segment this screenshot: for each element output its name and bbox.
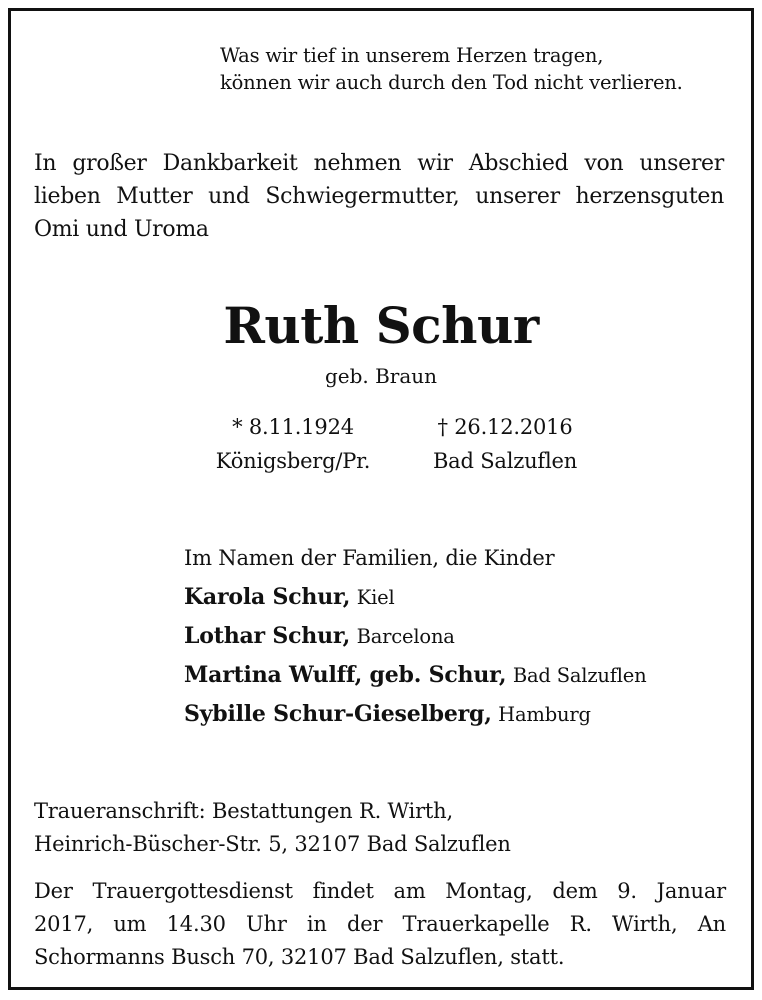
family-intro: Im Namen der Familien, die Kinder — [184, 546, 555, 570]
address-line-1: Traueranschrift: Bestattungen R. Wirth, — [34, 799, 453, 823]
family-member — [184, 578, 647, 617]
motto-line-1: Was wir tief in unserem Herzen tragen, — [220, 44, 604, 67]
family-member — [184, 695, 647, 734]
deceased-name: Ruth Schur — [223, 296, 539, 355]
family-member-name: Sybille Schur-Gieselberg, — [184, 701, 492, 727]
death-info — [410, 410, 600, 478]
death-date: † 26.12.2016 — [437, 415, 573, 439]
motto-quote — [220, 42, 683, 96]
service-line-1: Der Trauergottesdienst findet am Montag, dem 9. Januar — [34, 879, 726, 903]
service-line-2: 2017, um 14.30 Uhr in der Trauerkapelle R. Wirth, An — [34, 912, 726, 936]
birth-place: Königsberg/Pr. — [215, 449, 371, 473]
address-line-2: Heinrich-Büscher-Str. 5, 32107 Bad Salzuflen — [34, 832, 511, 856]
intro-line-2: lieben Mutter und Schwiegermutter, unserer herzensguten — [34, 184, 724, 209]
family-member — [184, 617, 647, 656]
service-line-3: Schormanns Busch 70, 32107 Bad Salzuflen, statt. — [34, 945, 565, 969]
family-member — [184, 656, 647, 695]
family-member-name: Martina Wulff, geb. Schur, — [184, 662, 507, 688]
family-member-city: Bad Salzuflen — [512, 664, 647, 687]
mourning-address — [34, 795, 511, 861]
family-member-name: Karola Schur, — [184, 584, 351, 610]
intro-line-1: In großer Dankbarkeit nehmen wir Abschied von unserer — [34, 151, 724, 176]
family-member-city: Hamburg — [498, 703, 591, 726]
service-info — [34, 875, 726, 974]
family-signatures — [184, 539, 647, 734]
family-member-name: Lothar Schur, — [184, 623, 351, 649]
family-member-city: Kiel — [356, 586, 395, 609]
family-member-city: Barcelona — [356, 625, 455, 648]
death-place: Bad Salzuflen — [432, 449, 578, 473]
intro-text — [34, 147, 724, 246]
birth-info — [188, 410, 398, 478]
maiden-name: geb. Braun — [324, 364, 438, 388]
intro-line-3: Omi und Uroma — [34, 217, 209, 242]
birth-date: * 8.11.1924 — [232, 415, 354, 439]
motto-line-2: können wir auch durch den Tod nicht verlieren. — [220, 71, 683, 94]
